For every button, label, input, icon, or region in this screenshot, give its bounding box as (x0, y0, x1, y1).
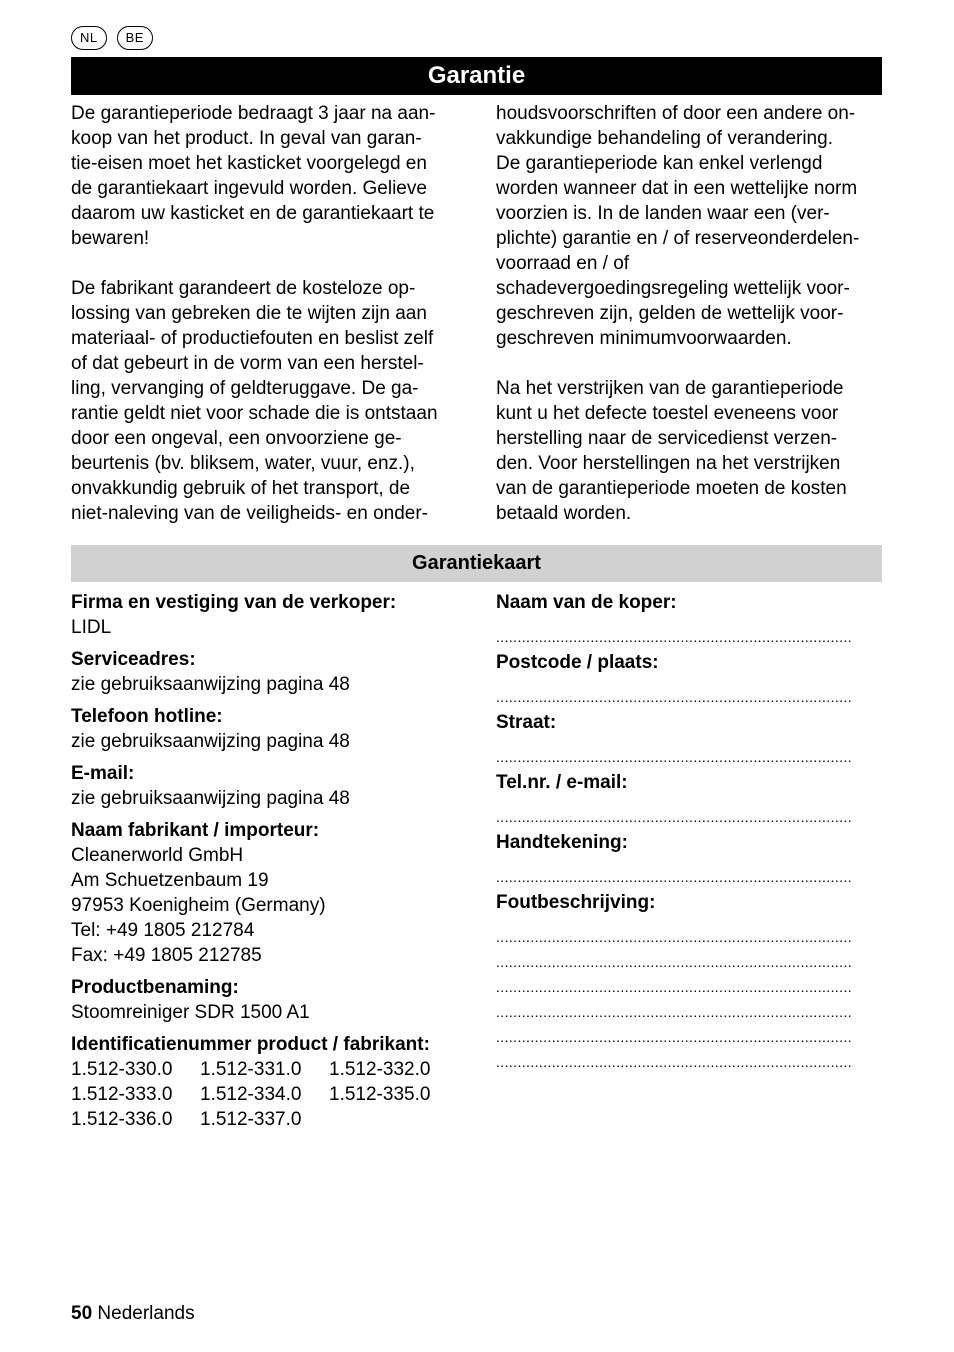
field-value: Stoomreiniger SDR 1500 A1 (71, 1002, 310, 1023)
fill-in-line[interactable]: ................................................................................... (496, 689, 853, 705)
fill-in-line[interactable]: ................................................................................... (496, 749, 853, 765)
signature-field (496, 830, 888, 890)
warranty-paragraph: De garantieperiode bedraagt 3 jaar na aan- koop van het product. In geval van garan- tie-eisen moet het kasticket voorgelegd en de garantiekaart ingevuld worden. Gelieve daarom uw kasticket en de garantiekaart te bewaren! (71, 103, 436, 249)
manufacturer-field (71, 818, 463, 968)
id-number-grid (71, 1057, 463, 1132)
fill-in-line[interactable]: ................................................................................... (496, 869, 853, 885)
warranty-left-column (71, 101, 463, 526)
id-number: 1.512-332.0 (329, 1059, 431, 1080)
buyer-name-field (496, 590, 888, 650)
badge-be: BE (117, 26, 153, 50)
fill-in-line[interactable]: ................................................................................... (496, 929, 853, 945)
field-label: Serviceadres: (71, 649, 196, 670)
service-address-field (71, 647, 463, 697)
fill-in-line[interactable]: ................................................................................... (496, 1004, 853, 1020)
id-number: 1.512-336.0 (71, 1109, 173, 1130)
field-label: Firma en vestiging van de verkoper: (71, 592, 397, 613)
phone-email-field (496, 770, 888, 830)
section-title: Garantie (71, 57, 882, 95)
footer-language: Nederlands (97, 1303, 195, 1324)
field-label: Telefoon hotline: (71, 706, 223, 727)
fill-in-line[interactable]: ................................................................................... (496, 1029, 853, 1045)
field-value: zie gebruiksaanwijzing pagina 48 (71, 731, 350, 752)
field-label: E-mail: (71, 763, 135, 784)
id-number: 1.512-335.0 (329, 1084, 431, 1105)
field-value: zie gebruiksaanwijzing pagina 48 (71, 788, 350, 809)
warranty-right-column (496, 101, 888, 526)
page-footer (71, 1301, 195, 1326)
fill-in-line[interactable]: ................................................................................... (496, 809, 853, 825)
hotline-field (71, 704, 463, 754)
fault-description-field (496, 890, 888, 1075)
id-number: 1.512-333.0 (71, 1084, 173, 1105)
field-label: Straat: (496, 712, 557, 733)
field-label: Productbenaming: (71, 977, 239, 998)
postcode-field (496, 650, 888, 710)
page-number: 50 (71, 1303, 93, 1324)
field-value: LIDL (71, 617, 112, 638)
fill-in-line[interactable]: ................................................................................... (496, 629, 853, 645)
seller-field (71, 590, 463, 640)
field-label: Foutbeschrijving: (496, 892, 656, 913)
field-value: zie gebruiksaanwijzing pagina 48 (71, 674, 350, 695)
field-label: Postcode / plaats: (496, 652, 659, 673)
warranty-paragraph: De fabrikant garandeert de kosteloze op- lossing van gebreken die te wijten zijn aan materiaal- of productiefouten en beslist zelf of dat gebeurt in de vorm van een herstel- ling, vervanging of geldteruggave. De ga- rantie geldt niet voor schade die is ontstaan door een ongeval, een onvoorziene ge- beurtenis (bv. bliksem, water, vuur, enz.), onvakkundig gebruik of het transport, de niet-naleving van de veiligheids- en onder- (71, 278, 438, 524)
language-badges (71, 26, 153, 50)
product-name-field (71, 975, 463, 1025)
id-number: 1.512-334.0 (200, 1084, 302, 1105)
id-number: 1.512-330.0 (71, 1059, 173, 1080)
field-label: Naam fabrikant / importeur: (71, 820, 320, 841)
card-right-column (496, 590, 888, 1075)
fill-in-line[interactable]: ................................................................................... (496, 1054, 853, 1070)
id-number: 1.512-331.0 (200, 1059, 302, 1080)
field-label: Tel.nr. / e-mail: (496, 772, 628, 793)
email-field (71, 761, 463, 811)
fill-in-line[interactable]: ................................................................................... (496, 954, 853, 970)
field-label: Naam van de koper: (496, 592, 677, 613)
field-label: Handtekening: (496, 832, 628, 853)
fill-in-line[interactable]: ................................................................................... (496, 979, 853, 995)
badge-nl: NL (71, 26, 107, 50)
street-field (496, 710, 888, 770)
field-value: Cleanerworld GmbH Am Schuetzenbaum 19 97953 Koenigheim (Germany) Tel: +49 1805 212784 Fax: +49 1805 212785 (71, 845, 326, 966)
warranty-paragraph: houdsvoorschriften of door een andere on- vakkundige behandeling of verandering. De garantieperiode kan enkel verlengd worden wanneer dat in een wettelijke norm voorzien is. In de landen waar een (ver- plichte) garantie en / of reserveonderdelen- voorraad en / of schadevergoedingsregeling wettelijk voor- geschreven zijn, gelden de wettelijk voor- geschreven minimumvoorwaarden. (496, 103, 860, 349)
identification-field (71, 1032, 463, 1132)
id-number: 1.512-337.0 (200, 1109, 302, 1130)
card-title: Garantiekaart (71, 545, 882, 582)
warranty-paragraph: Na het verstrijken van de garantieperiode kunt u het defecte toestel eveneens voor herstelling naar de servicedienst verzen- den. Voor herstellingen na het verstrijken van de garantieperiode moeten de kosten betaald worden. (496, 378, 847, 524)
card-left-column (71, 590, 463, 1139)
field-label: Identificatienummer product / fabrikant: (71, 1034, 430, 1055)
